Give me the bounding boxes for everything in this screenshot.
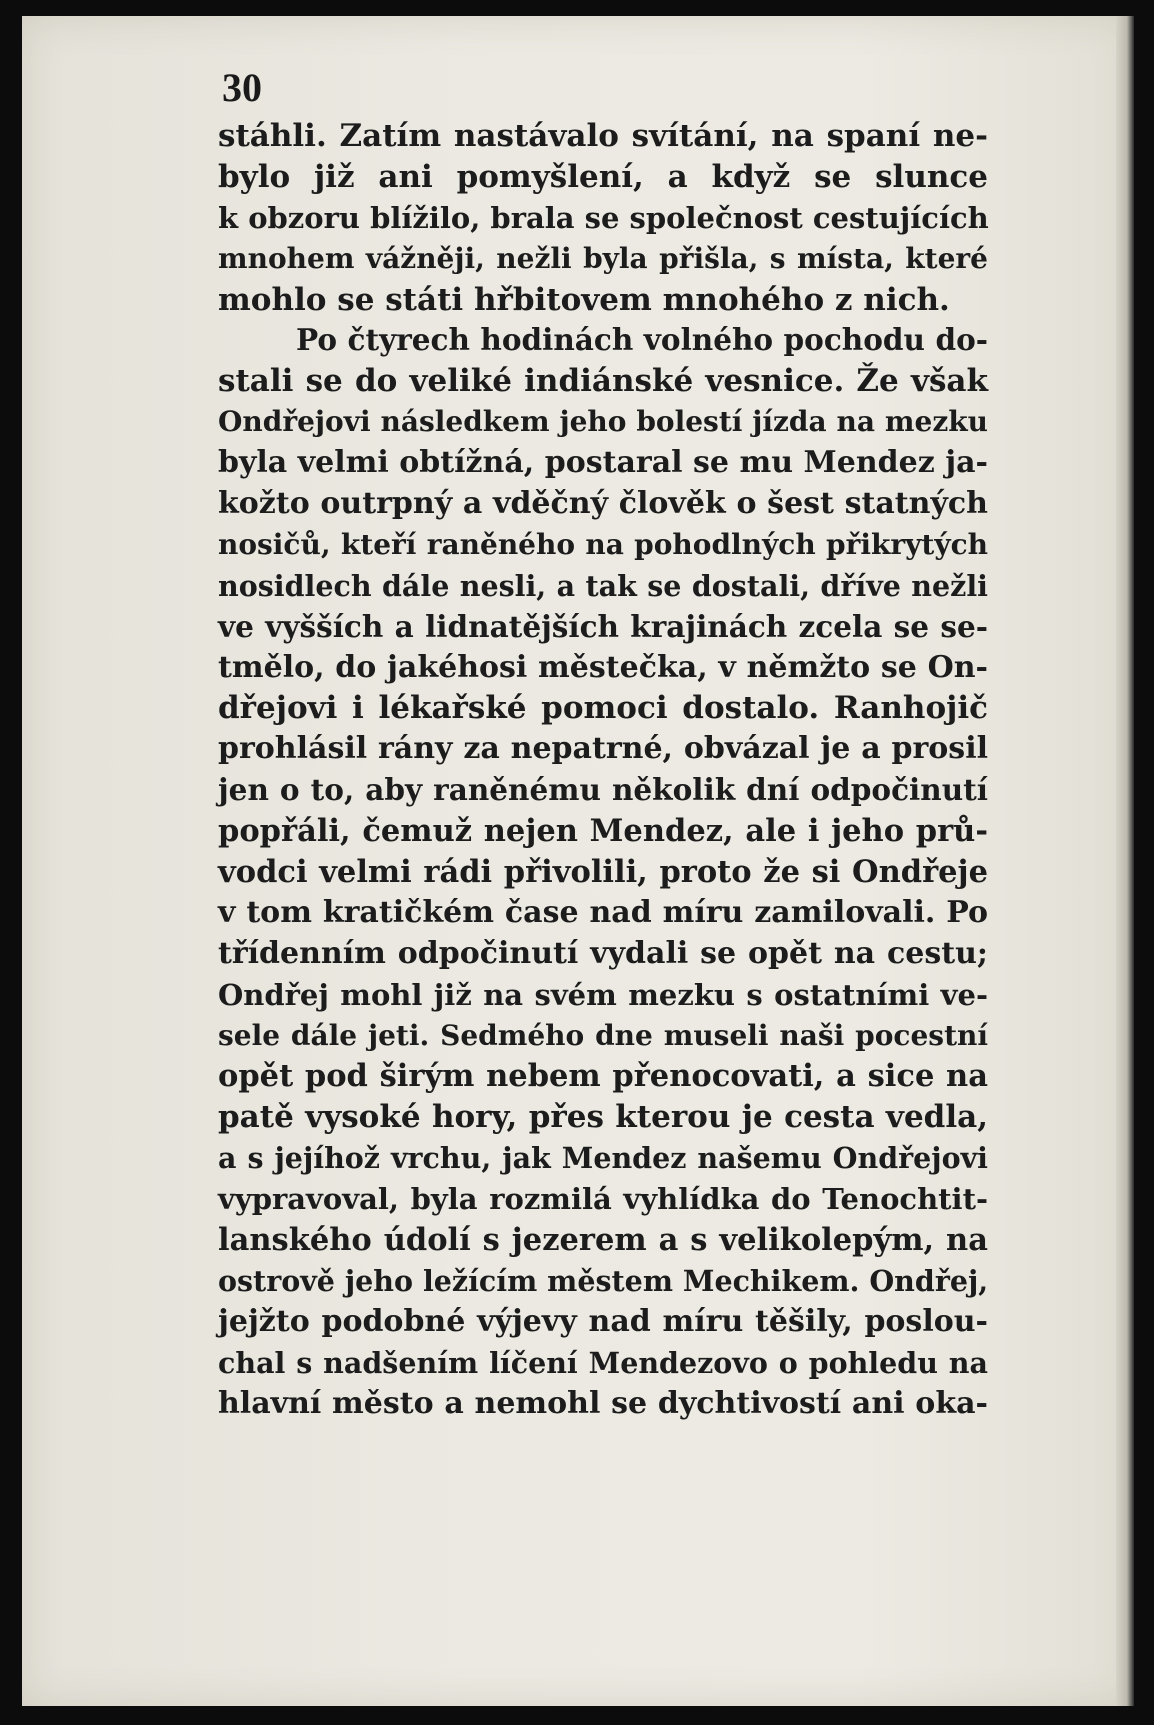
text-line: opět pod širým nebem přenocovati, a sice na (218, 1058, 988, 1095)
text-line: k obzoru blížilo, brala se společnost cestujících (218, 200, 989, 235)
text-line: jejžto podobné výjevy nad míru těšily, poslou- (218, 1303, 988, 1339)
text-line: prohlásil rány za nepatrné, obvázal je a prosil (218, 731, 988, 767)
text-line: nosičů, kteří raněného na pohodlných přikrytých (218, 527, 988, 561)
text-line: Ondřej mohl již na svém mezku s ostatními ve- (218, 977, 988, 1012)
text-line: Ondřejovi následkem jeho bolestí jízda na mezku (218, 405, 988, 439)
text-line: v tom kratičkém čase nad míru zamilovali. Po (218, 894, 988, 930)
page-gutter-edge (1116, 16, 1134, 1706)
text-line: nosidlech dále nesli, a tak se dostali, dříve nežli (218, 568, 988, 603)
text-line: tmělo, do jakéhosi městečka, v němžto se On- (218, 649, 988, 685)
text-line: stáhli. Zatím nastávalo svítání, na spaní ne- (218, 118, 988, 154)
page-number: 30 (222, 65, 262, 110)
text-line: mohlo se státi hřbitovem mnohého z nich. (218, 281, 950, 318)
text-line: byla velmi obtížná, postaral se mu Mendez ja- (218, 445, 988, 481)
text-line: sele dále jeti. Sedmého dne museli naši pocestní (218, 1018, 988, 1052)
body-text (218, 116, 988, 1425)
text-line: popřáli, čemuž nejen Mendez, ale i jeho prů- (218, 813, 988, 850)
text-line: jen o to, aby raněnému několik dní odpočinutí (218, 772, 988, 808)
text-line: Po čtyrech hodinách volného pochodu do- (296, 322, 988, 358)
text-line: patě vysoké hory, přes kterou je cesta vedla, (218, 1099, 988, 1136)
text-line: třídenním odpočinutí vydali se opět na cestu; (218, 935, 988, 971)
text-line: ostrově jeho ležícím městem Mechikem. Ondřej, (218, 1263, 989, 1298)
text-line: chal s nadšením líčení Mendezovo o pohledu na (218, 1345, 988, 1380)
text-line: kožto outrpný a vděčný člověk o šest statných (218, 486, 988, 522)
text-line: mnohem vážněji, nežli byla přišla, s místa, které (218, 241, 988, 275)
text-line: vodci velmi rádi přivolili, proto že si Ondřeje (218, 854, 988, 891)
text-line: lanského údolí s jezerem a s velikolepým, na (218, 1222, 988, 1259)
text-line: hlavní město a nemohl se dychtivostí ani oka- (218, 1385, 988, 1421)
text-line: bylo již ani pomyšlení, a když se slunce (218, 158, 988, 195)
text-line: dřejovi i lékařské pomoci dostalo. Ranhojič (218, 690, 988, 727)
text-line: stali se do veliké indiánské vesnice. Že však (218, 363, 988, 400)
text-line: a s jejíhož vrchu, jak Mendez našemu Ondřejovi (218, 1141, 988, 1176)
text-line: ve vyšších a lidnatějších krajinách zcela se se- (218, 608, 988, 644)
text-line: vypravoval, byla rozmilá vyhlídka do Tenochtit- (218, 1182, 988, 1217)
